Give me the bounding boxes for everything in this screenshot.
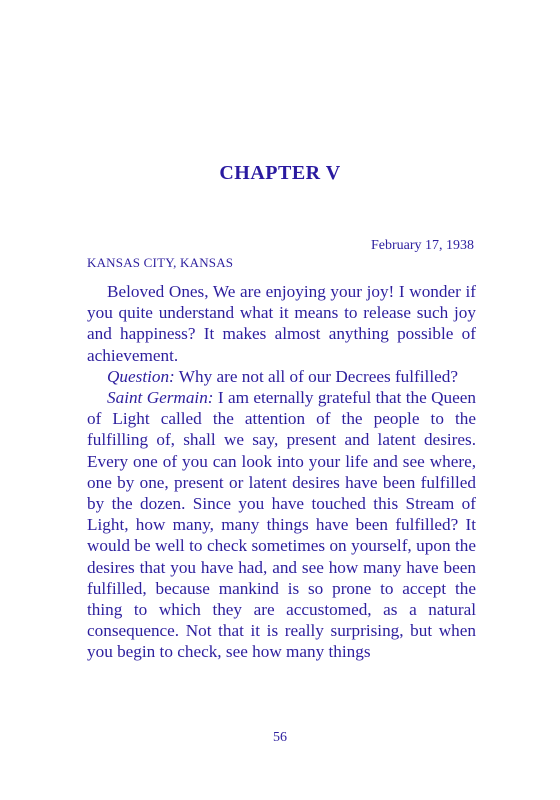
chapter-title: CHAPTER V [219, 162, 341, 184]
paragraph-text: Beloved Ones, We are enjoying your joy! I wonder if you quite understand what it means to release such joy and happiness? It makes almost anything possible of achievement. [87, 282, 476, 365]
body-text [87, 281, 476, 663]
paragraph-text: Why are not all of our Decrees fulfilled? [174, 366, 458, 386]
paragraph [87, 281, 476, 366]
date-line: February 17, 1938 [370, 238, 474, 253]
paragraph [87, 387, 476, 663]
location-line: KANSAS CITY, KANSAS [87, 255, 234, 270]
paragraph-text: I am eternally grateful that the Queen of Light called the attention of the people to the fulfilling of, shall we say, present and latent desires. Every one of you can look into your life and see where, one by one, present or latent desires have been fulfilled by the dozen. Since you have touched this Stream of Light, how many, many things have been fulfilled? It would be well to check sometimes on yourself, upon the desires that you have had, and see how many have been fulfilled, because mankind is so prone to accept the thing to which they are accustomed, as a natural consequence. Not that it is really surprising, but when you begin to check, see how many things [87, 388, 476, 662]
page-number: 56 [273, 730, 287, 745]
paragraph [87, 366, 476, 387]
speaker-label: Question: [107, 366, 175, 386]
speaker-label: Saint Germain: [107, 388, 214, 408]
